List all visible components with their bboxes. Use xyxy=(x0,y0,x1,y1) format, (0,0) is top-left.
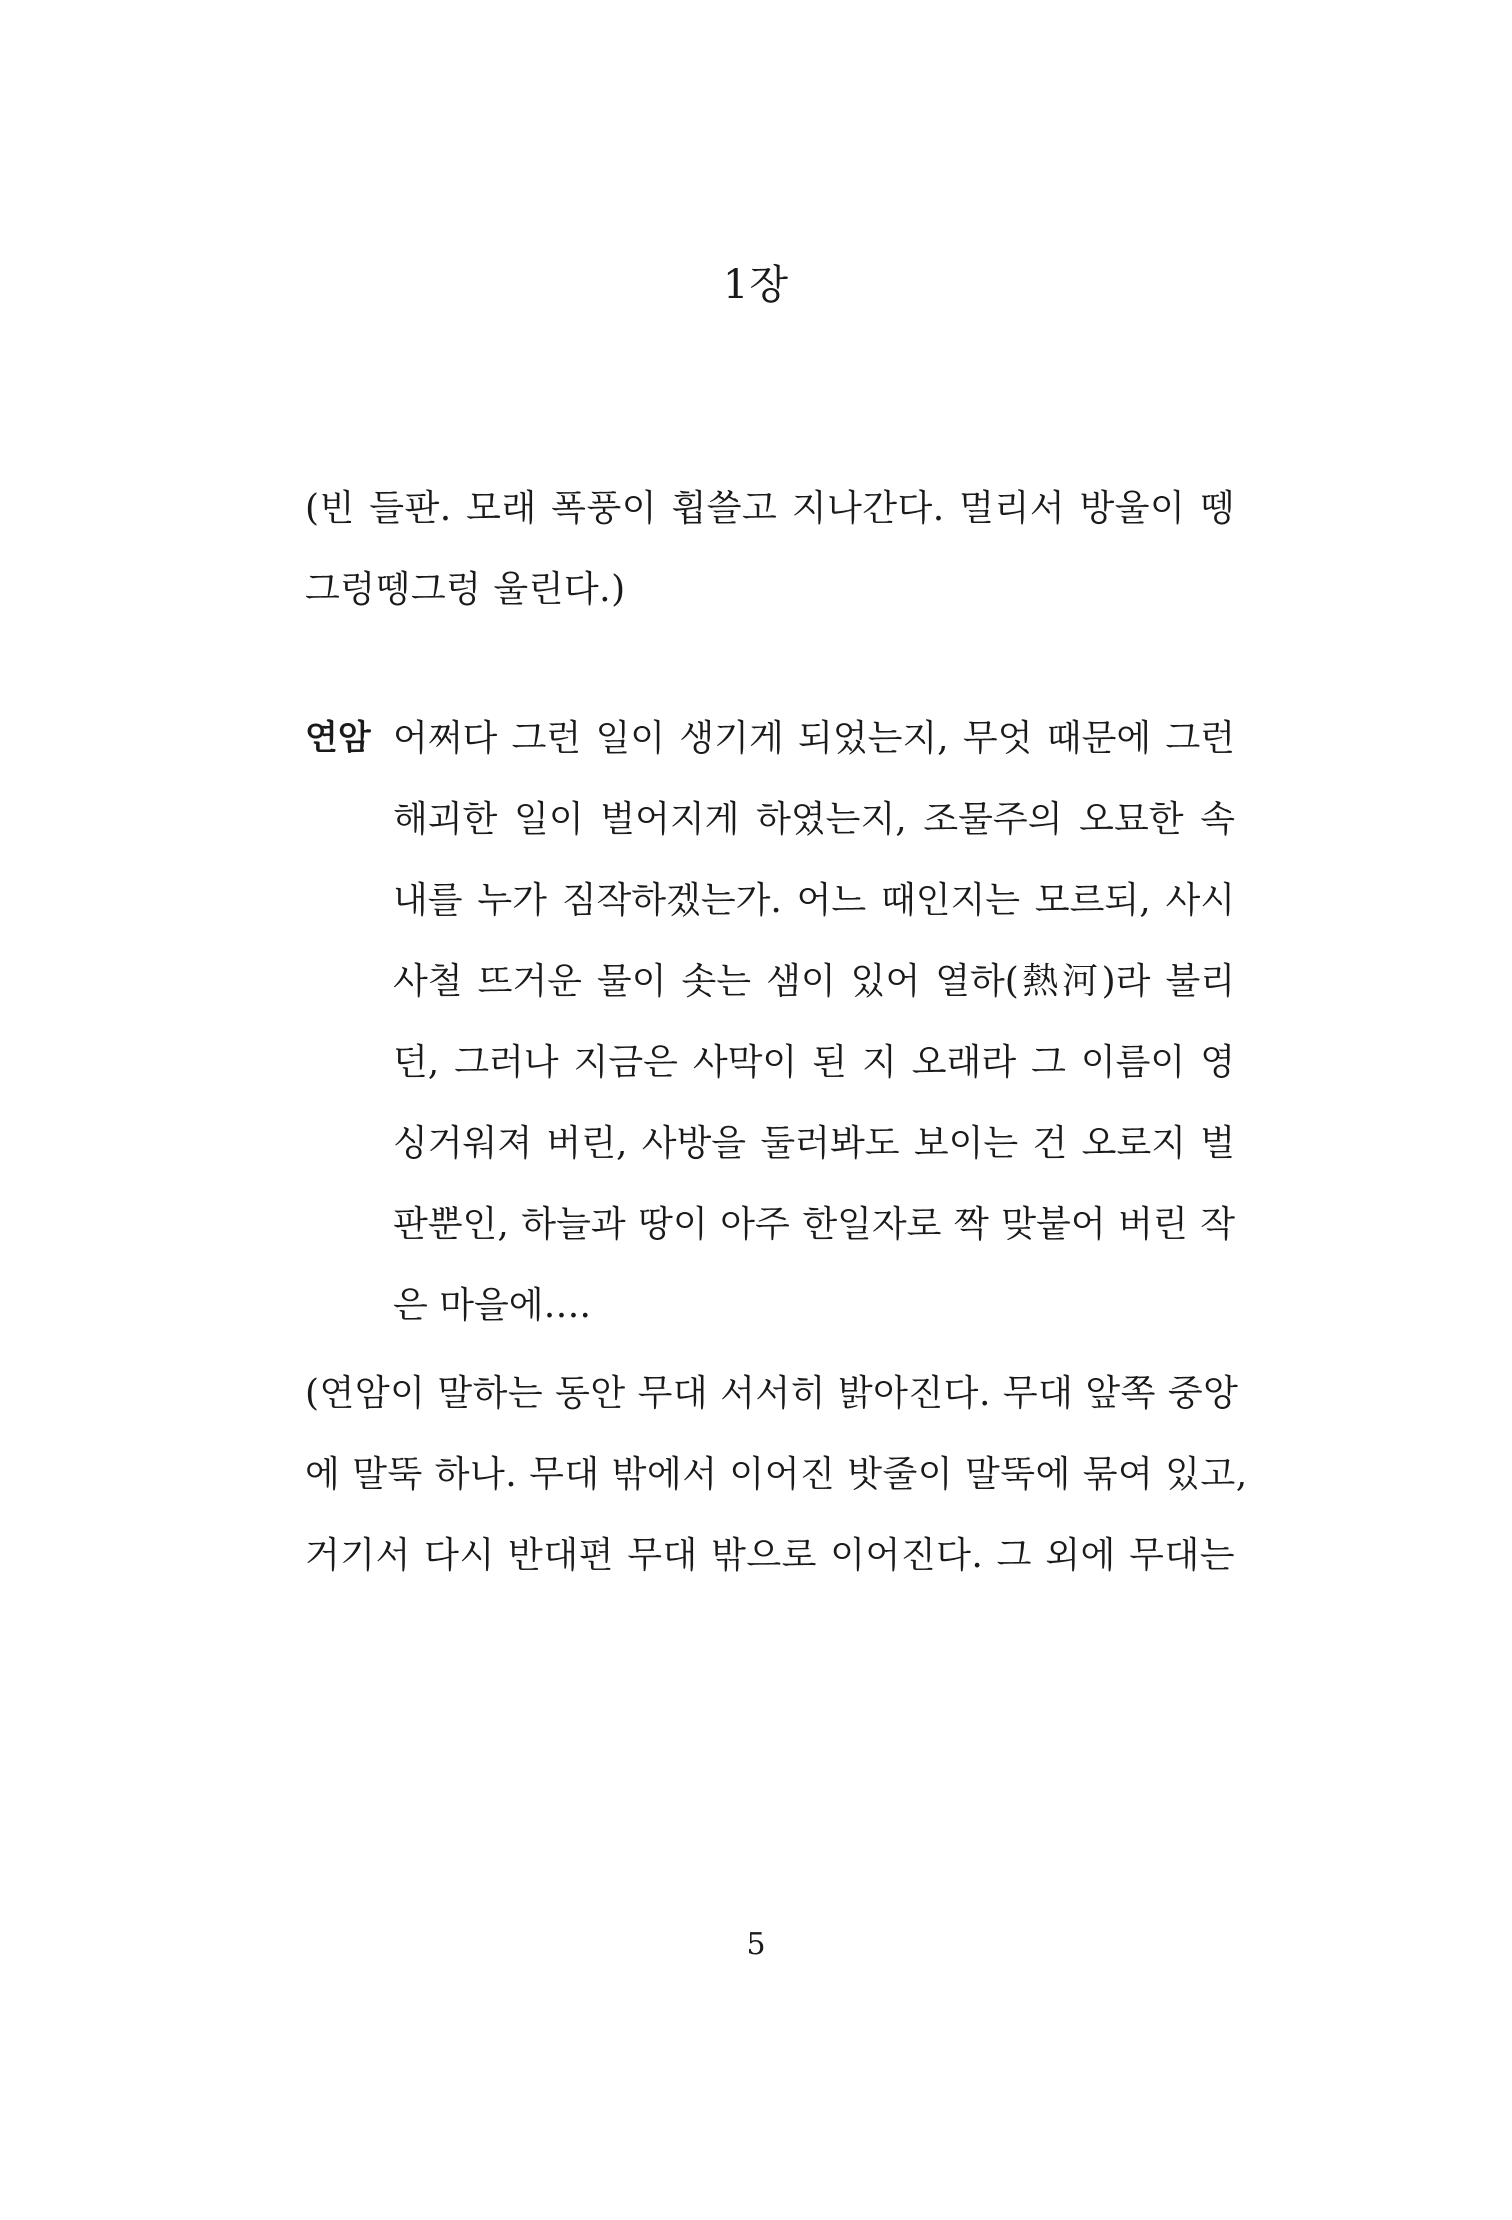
dialogue-line: 어쩌다 그런 일이 생기게 되었는지, 무엇 때문에 그런 xyxy=(393,718,1235,759)
dialogue-text xyxy=(393,698,1235,1346)
stage-direction-scene xyxy=(305,1353,1248,1596)
dialogue-line: 판뿐인, 하늘과 땅이 아주 한일자로 짝 맞붙어 버린 작 xyxy=(393,1204,1235,1245)
dialogue-line: 내를 누가 짐작하겠는가. 어느 때인지는 모르되, 사시 xyxy=(393,880,1235,921)
chapter-title: 1장 xyxy=(722,262,790,308)
page-number: 5 xyxy=(746,1927,766,1962)
stage-direction-line: 그렁뗑그렁 울린다.) xyxy=(305,569,626,610)
stage-direction-line: 에 말뚝 하나. 무대 밖에서 이어진 밧줄이 말뚝에 묶여 있고, xyxy=(305,1454,1248,1495)
dialogue-line: 해괴한 일이 벌어지게 하였는지, 조물주의 오묘한 속 xyxy=(393,799,1235,840)
stage-direction-line: (연암이 말하는 동안 무대 서서히 밝아진다. 무대 앞쪽 중앙 xyxy=(305,1373,1239,1414)
dialogue-line: 던, 그러나 지금은 사막이 된 지 오래라 그 이름이 영 xyxy=(393,1042,1235,1083)
dialogue-line: 사철 뜨거운 물이 솟는 샘이 있어 열하(熱河)라 불리 xyxy=(393,961,1235,1002)
dialogue-line: 싱거워져 버린, 사방을 둘러봐도 보이는 건 오로지 벌 xyxy=(393,1123,1235,1164)
stage-direction-line: (빈 들판. 모래 폭풍이 휩쓸고 지나간다. 멀리서 방울이 뗑 xyxy=(305,488,1235,529)
speaker-name: 연암 xyxy=(305,718,371,758)
dialogue-line: 은 마을에…. xyxy=(393,1285,591,1326)
stage-direction-line: 거기서 다시 반대편 무대 밖으로 이어진다. 그 외에 무대는 xyxy=(305,1535,1235,1576)
dialogue-block xyxy=(305,698,1235,1346)
stage-direction-opening xyxy=(305,468,1235,630)
